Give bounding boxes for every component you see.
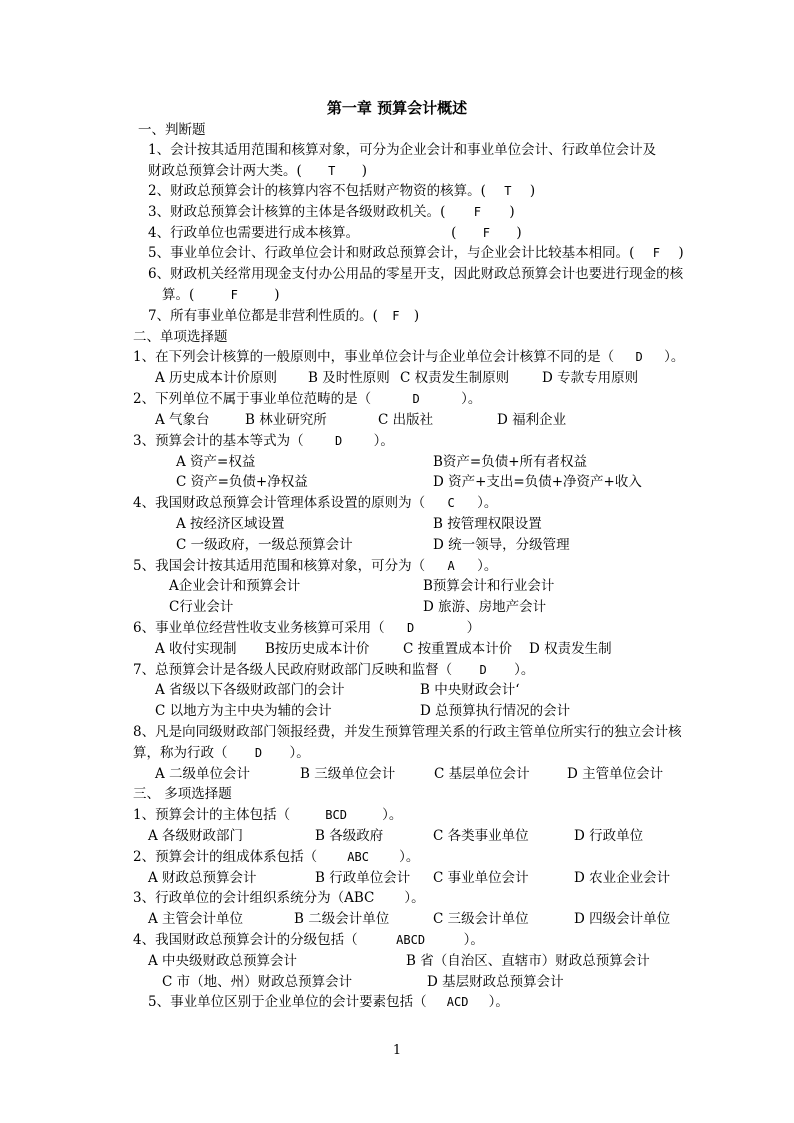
mc-answer-2: ABC <box>347 850 369 864</box>
sc-6-option-d: D 权责发生制 <box>529 641 612 657</box>
sc-answer-6: D <box>406 621 415 635</box>
tf-answer-3: F <box>473 205 481 219</box>
mc-1-option-d: D 行政单位 <box>574 828 644 844</box>
sc-answer-2: D <box>412 392 420 406</box>
sc-2-option-b: B 林业研究所 <box>245 412 327 428</box>
mc-4-option-c: C 市（地、州）财政总预算会计 <box>162 974 353 990</box>
sc-8-option-c: C 基层单位会计 <box>434 766 530 782</box>
sc-question-8-line2: 算，称为行政（ D ）。 <box>133 745 310 761</box>
sc-4-option-b: B 按管理权限设置 <box>433 516 542 532</box>
sc-4-option-c: C 一级政府，一级总预算会计 <box>176 537 353 553</box>
sc-2-option-d: D 福利企业 <box>497 412 567 428</box>
sc-question-7: 7、总预算会计是各级人民政府财政部门反映和监督（ D ）。 <box>133 662 535 678</box>
mc-3-option-c: C 三级会计单位 <box>433 911 529 927</box>
sc-8-option-d: D 主管单位会计 <box>567 766 664 782</box>
mc-answer-5: ACD <box>446 995 469 1009</box>
section-heading-multiple-choice: 三、 多项选择题 <box>133 786 232 802</box>
mc-question-3: 3、行政单位的会计组织系统分为（ABC ）。 <box>133 890 425 906</box>
sc-5-option-c: C行业会计 <box>169 599 234 615</box>
sc-5-option-b: B预算会计和行业会计 <box>423 578 555 594</box>
tf-question-6-line1: 6、财政机关经常用现金支付办公用品的零星开支，因此财政总预算会计也要进行现金的核 <box>148 266 684 282</box>
sc-3-option-c: C 资产=负债+净权益 <box>176 474 308 490</box>
sc-question-1: 1、在下列会计核算的一般原则中，事业单位会计与企业单位会计核算不同的是（ D ）。 <box>133 349 685 365</box>
tf-answer-7: F <box>392 309 400 323</box>
mc-1-option-c: C 各类事业单位 <box>433 828 529 844</box>
sc-6-option-b: B按历史成本计价 <box>265 641 370 657</box>
mc-1-option-a: A 各级财政部门 <box>148 828 244 844</box>
sc-8-option-a: A 二级单位会计 <box>155 766 251 782</box>
sc-3-option-d: D 资产+支出=负债+净资产+收入 <box>433 474 642 490</box>
mc-2-option-d: D 农业企业会计 <box>574 870 671 886</box>
mc-2-option-a: A 财政总预算会计 <box>148 870 257 886</box>
sc-answer-1: D <box>635 350 643 364</box>
mc-4-option-b: B 省（自治区、直辖市）财政总预算会计 <box>406 953 650 969</box>
sc-2-option-a: A 气象台 <box>155 412 210 428</box>
tf-question-2: 2、财政总预算会计的核算内容不包括财产物资的核算。( T ) <box>148 183 536 199</box>
sc-7-option-d: D 总预算执行情况的会计 <box>420 703 571 719</box>
mc-question-4: 4、我国财政总预算会计的分级包括（ ABCD ）。 <box>133 932 484 948</box>
section-heading-judgment: 一、判断题 <box>138 122 206 138</box>
mc-3-option-b: B 二级会计单位 <box>294 911 390 927</box>
mc-3-option-a: A 主管会计单位 <box>148 911 244 927</box>
mc-2-option-b: B 行政单位会计 <box>315 870 411 886</box>
sc-5-option-d: D 旅游、房地产会计 <box>423 599 547 615</box>
mc-3-option-d: D 四级会计单位 <box>574 911 671 927</box>
mc-1-option-b: B 各级政府 <box>315 828 384 844</box>
sc-1-option-a: A 历史成本计价原则 <box>155 370 278 386</box>
sc-3-option-a: A 资产=权益 <box>176 454 256 470</box>
sc-question-2: 2、下列单位不属于事业单位范畴的是（ D ）。 <box>133 391 482 407</box>
sc-1-option-c: C 权责发生制原则 <box>400 370 510 386</box>
sc-question-5: 5、我国会计按其适用范围和核算对象，可分为（ A ）。 <box>133 558 498 574</box>
sc-answer-8: D <box>254 746 263 760</box>
sc-question-4: 4、我国财政总预算会计管理体系设置的原则为（ C ）。 <box>133 495 498 511</box>
sc-4-option-d: D 统一领导，分级管理 <box>433 537 570 553</box>
sc-5-option-a: A企业会计和预算会计 <box>169 578 301 594</box>
sc-answer-4: C <box>447 496 455 510</box>
tf-question-1-line1: 1、会计按其适用范围和核算对象，可分为企业会计和事业单位会计、行政单位会计及 <box>148 142 657 158</box>
sc-answer-3: D <box>334 434 343 448</box>
chapter-title: 第一章 预算会计概述 <box>326 99 468 117</box>
sc-6-option-a: A 收付实现制 <box>155 641 237 657</box>
mc-4-option-d: D 基层财政总预算会计 <box>427 974 564 990</box>
page-number: 1 <box>392 1043 402 1058</box>
sc-1-option-b: B 及时性原则 <box>308 370 390 386</box>
tf-question-1-line2: 财政总预算会计两大类。( T ) <box>148 163 368 179</box>
mc-question-2: 2、预算会计的组成体系包括（ ABC ）。 <box>133 849 420 865</box>
tf-question-5: 5、事业单位会计、行政单位会计和财政总预算会计，与企业会计比较基本相同。( F ) <box>148 245 684 261</box>
tf-answer-6: F <box>230 288 238 302</box>
mc-question-1: 1、预算会计的主体包括（ BCD ）。 <box>133 807 403 823</box>
section-heading-single-choice: 二、单项选择题 <box>133 329 228 345</box>
tf-question-4: 4、行政单位也需要进行成本核算。 ( F ) <box>148 225 522 241</box>
sc-8-option-b: B 三级单位会计 <box>300 766 396 782</box>
mc-answer-1: BCD <box>325 808 347 822</box>
sc-question-8-line1: 8、凡是向同级财政部门领报经费，并发生预算管理关系的行政主管单位所实行的独立会计核 <box>133 724 682 740</box>
sc-3-option-b: B资产=负债+所有者权益 <box>433 454 588 470</box>
sc-4-option-a: A 按经济区域设置 <box>176 516 285 532</box>
sc-answer-5: A <box>447 559 455 573</box>
mc-4-option-a: A 中央级财政总预算会计 <box>148 953 298 969</box>
mc-question-5: 5、事业单位区别于企业单位的会计要素包括（ ACD ）。 <box>148 994 509 1010</box>
mc-2-option-c: C 事业单位会计 <box>433 870 529 886</box>
tf-answer-4: F <box>482 226 490 240</box>
sc-answer-7: D <box>479 663 487 677</box>
sc-question-3: 3、预算会计的基本等式为（ D ）。 <box>133 433 394 449</box>
tf-answer-5: F <box>652 246 660 260</box>
sc-2-option-c: C 出版社 <box>378 412 434 428</box>
sc-question-6: 6、事业单位经营性收支业务核算可采用（ D ） <box>133 620 481 636</box>
tf-answer-2: T <box>504 184 512 198</box>
tf-answer-1: T <box>328 164 336 178</box>
tf-question-6-line2: 算。( F ) <box>162 287 280 303</box>
sc-7-option-b: B 中央财政会计‘ <box>420 682 520 698</box>
tf-question-3: 3、财政总预算会计核算的主体是各级财政机关。( F ) <box>148 204 515 220</box>
sc-7-option-c: C 以地方为主中央为辅的会计 <box>155 703 332 719</box>
sc-1-option-d: D 专款专用原则 <box>542 370 639 386</box>
mc-answer-4: ABCD <box>396 933 426 947</box>
sc-6-option-c: C 按重置成本计价 <box>403 641 513 657</box>
sc-7-option-a: A 省级以下各级财政部门的会计 <box>155 682 345 698</box>
tf-question-7: 7、所有事业单位都是非营利性质的。( F ) <box>148 308 420 324</box>
